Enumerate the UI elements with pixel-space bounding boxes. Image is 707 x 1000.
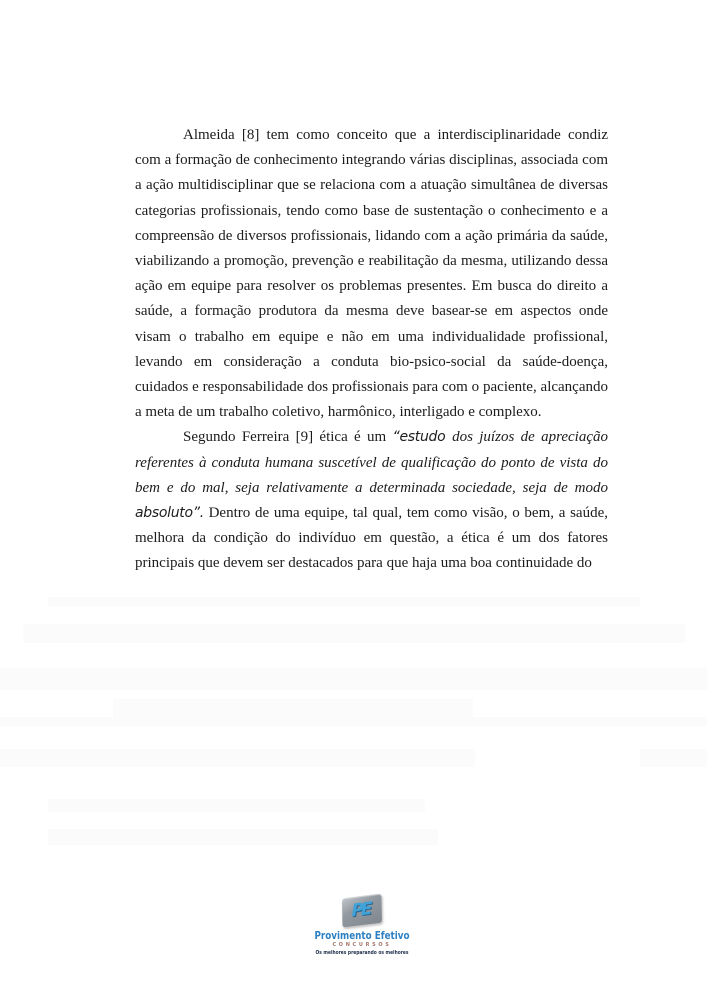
ghost-artifact bbox=[48, 597, 640, 606]
ghost-artifact bbox=[0, 749, 475, 767]
logo-tagline: Os melhores preparando os melhores bbox=[315, 950, 409, 956]
ghost-artifact bbox=[640, 749, 707, 767]
paragraph bbox=[135, 123, 608, 425]
paragraph bbox=[135, 425, 608, 576]
pe-box-face bbox=[342, 893, 382, 927]
footer-logo bbox=[292, 896, 432, 957]
ghost-artifact bbox=[48, 799, 425, 812]
logo-subtitle: CONCURSOS bbox=[332, 942, 392, 948]
document-body bbox=[135, 123, 608, 577]
text-segment: Almeida [8] tem como conceito que a interdisciplinaridade condiz com a formação de conhecimento integrando várias disciplinas, associada com a ação multidisciplinar que se relaciona com a atuação simultânea de diversas categorias profissionais, tendo como base de sustentação o conhecimento e a compreensão de diversos profissionais, lidando com a ação primária da saúde, viabilizando a promoção, prevenção e reabilitação da mesma, utilizando dessa ação em equipe para resolver os problemas presentes. Em busca do direito a saúde, a formação produtora da mesma deve basear-se em aspectos onde visam o trabalho em equipe e não em uma individualidade profissional, levando em consideração a conduta bio-psico-social da saúde-doença, cuidados e responsabilidade dos profissionais para com o paciente, alcançando a meta de um trabalho coletivo, harmônico, interligado e complexo. bbox=[135, 127, 608, 421]
text-segment: Dentro de uma equipe, tal qual, tem como visão, o bem, a saúde, melhora da condição do indivíduo em questão, a ética é um dos fatores principais que devem ser destacados para que haja uma boa continuidade do bbox=[135, 505, 608, 572]
ghost-artifact bbox=[0, 717, 707, 726]
pe-initials: PE bbox=[351, 899, 370, 922]
text-segment: dos juízos de apreciação referentes à conduta humana suscetível de qualificação do ponto de vista do bem e do mal, seja relativamente a determinada sociedade, seja de modo bbox=[135, 429, 608, 496]
ghost-artifact bbox=[23, 624, 685, 643]
text-segment: absoluto”. bbox=[135, 505, 204, 522]
logo-brand-name: Provimento Efetivo bbox=[314, 929, 410, 942]
ghost-artifact bbox=[48, 829, 438, 845]
pe-box-logo-icon bbox=[342, 893, 382, 927]
ghost-artifact bbox=[0, 668, 707, 690]
text-segment: “estudo bbox=[392, 429, 453, 446]
text-segment: Segundo Ferreira [9] ética é um bbox=[183, 429, 393, 446]
ghost-artifact bbox=[113, 699, 473, 717]
